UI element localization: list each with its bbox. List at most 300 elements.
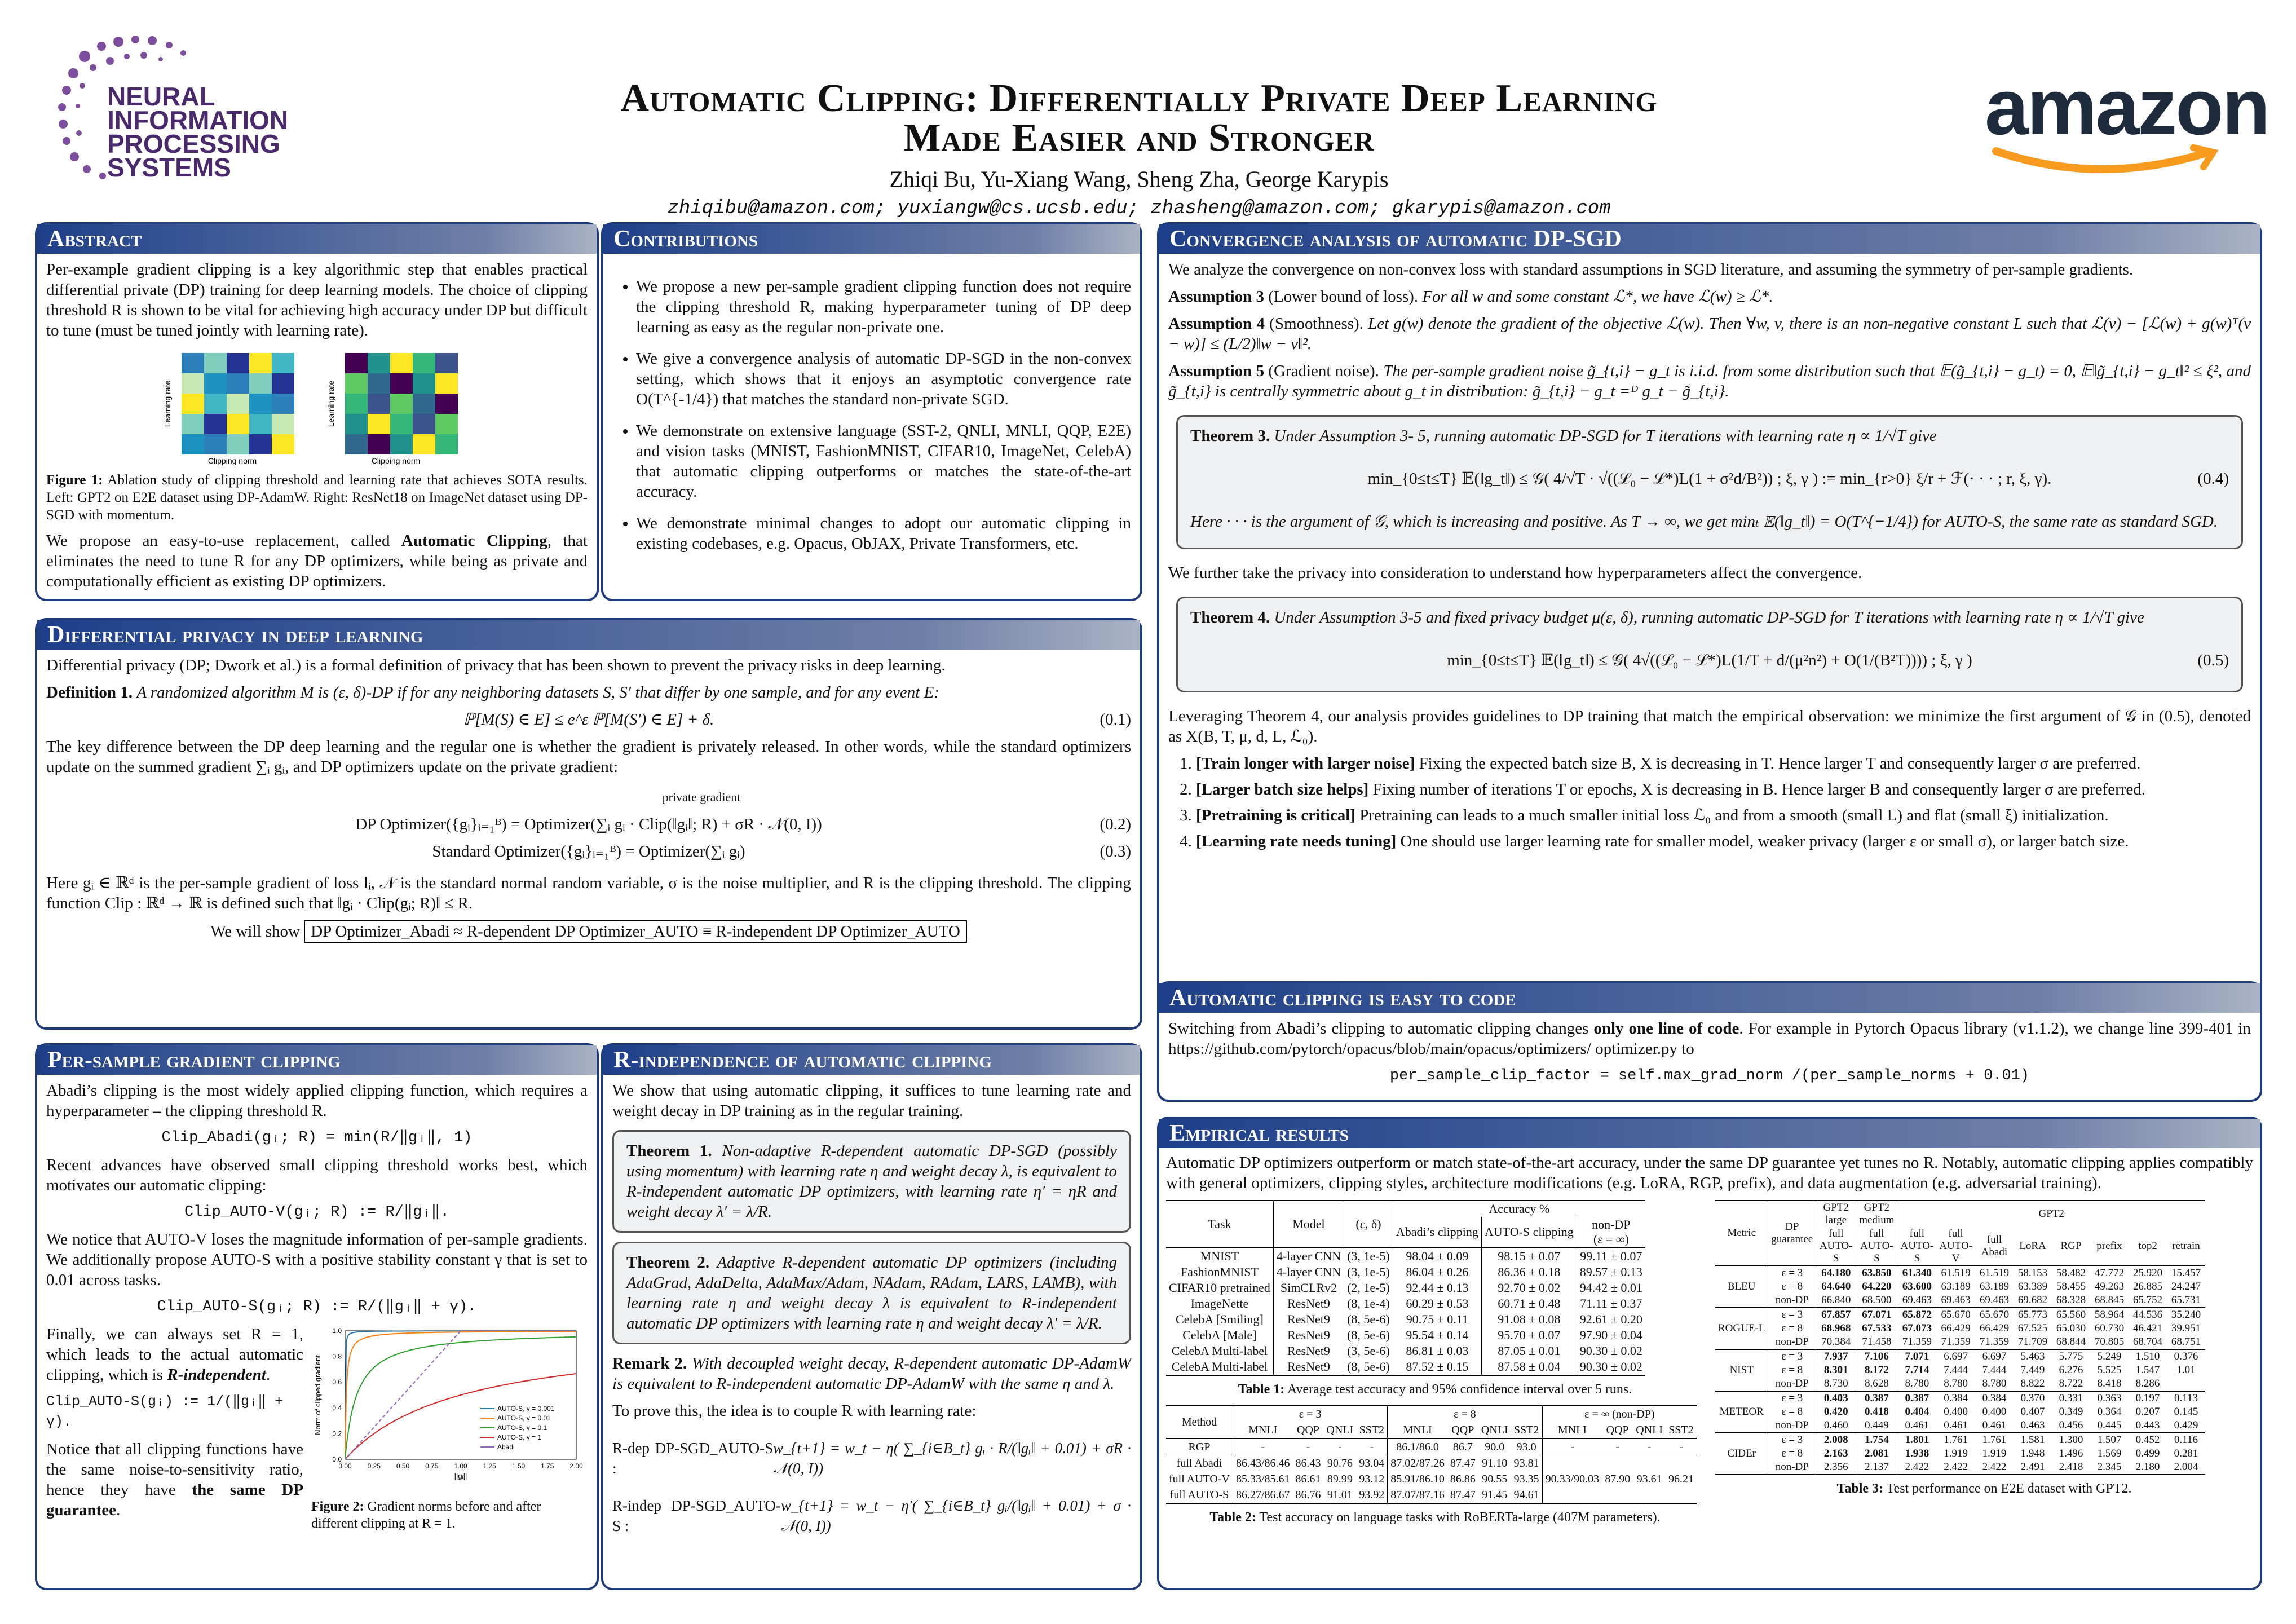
table-cell: 0.364 bbox=[2097, 1406, 2122, 1418]
heatmap-cell bbox=[272, 414, 294, 434]
table-cell: 65.731 bbox=[2171, 1294, 2201, 1306]
table-cell: 0.387 bbox=[1856, 1391, 1897, 1405]
guideline-item: 4. [Learning rate needs tuning] One should use larger learning rate for smaller model, weaker privacy (larger ε or small σ), or larger batch size. bbox=[1180, 832, 2129, 850]
table-row bbox=[1715, 1349, 2205, 1363]
table-cell: 8.730 bbox=[1816, 1377, 1856, 1391]
table-cell: 86.76 bbox=[1295, 1489, 1321, 1501]
table-cell: full AUTO-V bbox=[1166, 1471, 1233, 1487]
conv-intro: We analyze the convergence on non-convex loss with standard assumptions in SGD literature, and assuming the symmetry of per-sample gradients. bbox=[1168, 261, 2134, 279]
x-tick-label: 0.75 bbox=[425, 1462, 439, 1470]
table-cell: ε = 8 bbox=[1768, 1322, 1816, 1335]
table-cell: 0.400 bbox=[1944, 1406, 1968, 1418]
t2-subheader: MNLI bbox=[1557, 1424, 1587, 1436]
table-cell: 0.384 bbox=[1944, 1392, 1968, 1404]
table-cell: 8.418 bbox=[2097, 1378, 2122, 1389]
assumption-5: Assumption 5 (Gradient noise). The per-sample gradient noise g̃_{t,i} − g_t is i.i.d. from some distribution such that 𝔼(g̃_{t,i} − g_t) = 0, 𝔼‖g̃_{t,i} − g_t‖² ≤ ξ², and g̃_{t,i} is centrally symmetric about g_t in distribution: g̃_{t,i} − g_t =ᴰ g_t − g̃_{t,i}. bbox=[1168, 362, 2251, 400]
abstract-title: Abstract bbox=[37, 224, 597, 254]
table-cell: 8.172 bbox=[1856, 1363, 1897, 1377]
table-cell: full Abadi bbox=[1166, 1455, 1233, 1472]
y-tick-label: 0.4 bbox=[332, 1404, 342, 1412]
table-cell: 5.249 bbox=[2097, 1351, 2122, 1362]
table-2-caption: Table 2: Test accuracy on language tasks with RoBERTa-large (407M parameters). bbox=[1209, 1510, 1661, 1525]
table-cell: 86.27/86.67 bbox=[1235, 1489, 1290, 1501]
table-cell: 91.08 ± 0.08 bbox=[1481, 1312, 1577, 1327]
table-row bbox=[1715, 1460, 2205, 1475]
table-cell: (8, 5e-6) bbox=[1344, 1312, 1393, 1327]
table-cell: 90.55 bbox=[1482, 1473, 1508, 1485]
y-tick-label: 1.0 bbox=[332, 1327, 342, 1335]
table-cell: 0.145 bbox=[2174, 1406, 2198, 1418]
t3-header: Metric bbox=[1715, 1201, 1768, 1266]
table-cell: 46.421 bbox=[2132, 1322, 2163, 1334]
table-cell: 6.697 bbox=[1944, 1351, 1968, 1362]
table-cell: 96.21 bbox=[1668, 1473, 1694, 1485]
table-cell: 87.58 ± 0.04 bbox=[1481, 1359, 1577, 1375]
dp-panel bbox=[35, 618, 1142, 1030]
contributions-title: Contributions bbox=[603, 224, 1140, 254]
table-cell: 1.569 bbox=[2097, 1448, 2122, 1459]
table-row bbox=[1166, 1312, 1645, 1327]
table-cell: 2.137 bbox=[1856, 1460, 1897, 1475]
metric-cell: BLEU bbox=[1715, 1266, 1768, 1308]
table-cell: 0.207 bbox=[2135, 1406, 2160, 1418]
t1-header: Accuracy % bbox=[1489, 1202, 1550, 1216]
table-cell: 66.429 bbox=[1979, 1322, 2010, 1334]
table-cell: 0.376 bbox=[2174, 1351, 2198, 1362]
table-cell: 86.7 bbox=[1452, 1441, 1473, 1453]
table-cell: 2.418 bbox=[2059, 1461, 2083, 1473]
table-cell: 93.35 bbox=[1511, 1471, 1543, 1487]
heatmap-cell bbox=[272, 394, 294, 414]
table-cell: 0.461 bbox=[1982, 1419, 2007, 1431]
theorem-4: Theorem 4. Under Assumption 3-5 and fixed privacy budget μ(ε, δ), running automatic DP-SGD for T iterations with learning rate η ∝ 1/√T give min_{0≤t≤T} 𝔼(‖g_t‖) ≤ 𝒢( 4√((ℒ₀ − ℒ*)L(1/T + d/(μ²n²) + O(1/(B²T)))) ; ξ, γ ) (0.5) bbox=[1176, 597, 2243, 692]
guideline-item: 1. [Train longer with larger noise] Fixing the expected batch size B, X is decreasing in T. Hence larger T and consequently larger σ are preferred. bbox=[1180, 754, 2141, 773]
table-cell: 91.01 bbox=[1327, 1489, 1353, 1501]
t1-header: AUTO-S clipping bbox=[1481, 1217, 1577, 1248]
table-cell: non-DP bbox=[1768, 1294, 1816, 1308]
table-cell: 7.071 bbox=[1905, 1351, 1929, 1362]
table-cell: 69.463 bbox=[1941, 1294, 1971, 1306]
table-cell: ε = 8 bbox=[1768, 1405, 1816, 1419]
table-cell: 71.458 bbox=[1856, 1335, 1897, 1349]
heatmap-cell bbox=[345, 353, 368, 373]
heatmap-cell bbox=[182, 353, 204, 373]
table-cell: 66.840 bbox=[1816, 1294, 1856, 1308]
code-line: per_sample_clip_factor = self.max_grad_norm /(per_sample_norms + 0.01) bbox=[1389, 1067, 2030, 1084]
table-row bbox=[1715, 1308, 2205, 1322]
rind-couple-text: To prove this, the idea is to couple R with learning rate: bbox=[612, 1402, 977, 1420]
table-cell: 7.449 bbox=[2020, 1364, 2045, 1376]
table-cell: 0.370 bbox=[2020, 1392, 2045, 1404]
table-cell: 0.363 bbox=[2097, 1392, 2122, 1404]
table-cell: ResNet9 bbox=[1273, 1327, 1344, 1343]
table-cell: 93.0 bbox=[1511, 1438, 1543, 1455]
t3-header: GPT2 bbox=[2038, 1208, 2064, 1220]
heatmap-cell bbox=[413, 434, 435, 454]
heatmap-cell bbox=[368, 353, 390, 373]
table-cell: - bbox=[1356, 1438, 1388, 1455]
table-1 bbox=[1166, 1200, 1645, 1376]
table-cell: 93.04 bbox=[1356, 1455, 1388, 1472]
table-cell: 90.75 ± 0.11 bbox=[1393, 1312, 1481, 1327]
legend-entry: AUTO-S, γ = 1 bbox=[497, 1433, 542, 1441]
table-cell: 94.42 ± 0.01 bbox=[1579, 1281, 1642, 1295]
heatmap-cell bbox=[249, 414, 272, 434]
table-row bbox=[1715, 1447, 2205, 1460]
contribution-item: • We give a convergence analysis of automatic DP-SGD in the non-convex setting, which shows that it enjoys an asymptotic convergence rate O(T^{-1/4}) that matches the standard non-private SGD. bbox=[636, 348, 1131, 409]
theorem-3: Theorem 3. Under Assumption 3- 5, running automatic DP-SGD for T iterations with learning rate η ∝ 1/√T give min_{0≤t≤T} 𝔼(‖g_t‖) ≤ 𝒢( 4/√T · √((ℒ₀ − ℒ*)L(1 + σ²d/B²)) ; ξ, γ ) := min_{r>0} ξ/r + ℱ(· · · ; r, ξ, γ). (0.4) Here · · · is the argument of 𝒢, which is increasing and positive. As T → ∞, we get minₜ 𝔼(‖g_t‖) = O(T^{−1/4}) for AUTO-S, the same rate as standard SGD. bbox=[1176, 415, 2243, 549]
t1-header: Task bbox=[1166, 1201, 1273, 1248]
table-cell: CIFAR10 pretrained bbox=[1166, 1280, 1273, 1296]
table-cell: non-DP bbox=[1768, 1335, 1816, 1349]
table-cell: 61.340 bbox=[1902, 1267, 1932, 1279]
table-cell: 8.780 bbox=[1944, 1378, 1968, 1389]
table-cell: 0.429 bbox=[2174, 1419, 2198, 1431]
t3-subheader: RGP bbox=[2060, 1240, 2082, 1252]
code-title: Automatic clipping is easy to code bbox=[1159, 983, 2260, 1013]
table-cell: 0.463 bbox=[2020, 1419, 2045, 1431]
table-row bbox=[1715, 1335, 2205, 1349]
table-cell: 5.775 bbox=[2059, 1351, 2083, 1362]
x-tick-label: 0.00 bbox=[338, 1462, 352, 1470]
table-cell: 65.752 bbox=[2132, 1294, 2163, 1306]
table-row bbox=[1166, 1327, 1645, 1343]
table-cell: - bbox=[1679, 1441, 1683, 1453]
figure-1-caption: Figure 1: Ablation study of clipping threshold and learning rate that achieves SOTA results. Left: GPT2 on E2E dataset using DP-AdamW. Right: ResNet18 on ImageNet dataset using DP-SGD with momentum. bbox=[46, 473, 588, 523]
x-tick-label: 2.00 bbox=[569, 1462, 583, 1470]
table-cell: 15.457 bbox=[2171, 1267, 2201, 1279]
table-cell: 89.99 bbox=[1327, 1473, 1353, 1485]
table-cell: 5.525 bbox=[2097, 1364, 2122, 1376]
amazon-logo bbox=[1985, 63, 2269, 169]
heatmap-left-xlabel: Clipping norm bbox=[207, 456, 257, 465]
table-cell: 7.937 bbox=[1816, 1349, 1856, 1363]
table-cell: 86.61 bbox=[1295, 1473, 1321, 1485]
table-cell: 58.482 bbox=[2056, 1267, 2086, 1279]
legend-entry: Abadi bbox=[497, 1443, 515, 1451]
table-cell: 0.452 bbox=[2135, 1434, 2160, 1446]
dp-intro: Differential privacy (DP; Dwork et al.) is a formal definition of privacy that has been shown to prevent the privacy risks in deep learning. bbox=[46, 656, 946, 674]
t3-header: GPT2 medium bbox=[1856, 1201, 1897, 1227]
t3-header: DP guarantee bbox=[1768, 1201, 1816, 1266]
table-cell: non-DP bbox=[1768, 1419, 1816, 1433]
heatmap-cell bbox=[390, 373, 413, 394]
table-cell: 71.359 bbox=[1902, 1336, 1932, 1348]
table-cell: 8.780 bbox=[1982, 1378, 2007, 1389]
table-cell: 2.422 bbox=[1905, 1461, 1929, 1473]
table-cell: 69.463 bbox=[1979, 1294, 2010, 1306]
table-cell: 1.761 bbox=[1982, 1434, 2007, 1446]
heatmap-right bbox=[328, 347, 469, 466]
table-cell: 68.845 bbox=[2094, 1294, 2125, 1306]
table-3 bbox=[1715, 1200, 2205, 1475]
table-cell: full AUTO-S bbox=[1166, 1487, 1233, 1503]
heatmap-cell bbox=[249, 353, 272, 373]
table-cell: 64.220 bbox=[1856, 1280, 1897, 1294]
table-cell: 0.384 bbox=[1982, 1392, 2007, 1404]
table-cell: 64.180 bbox=[1816, 1266, 1856, 1280]
table-cell: 1.01 bbox=[2176, 1364, 2196, 1376]
heatmap-cell bbox=[413, 373, 435, 394]
table-cell: 69.682 bbox=[2017, 1294, 2048, 1306]
table-cell: 60.730 bbox=[2094, 1322, 2125, 1334]
table-cell: (8, 1e-4) bbox=[1344, 1296, 1393, 1312]
table-cell: 63.189 bbox=[1979, 1281, 2010, 1292]
table-cell: 0.116 bbox=[2174, 1434, 2198, 1446]
heatmap-right-ylabel: Learning rate bbox=[326, 380, 335, 427]
table-cell: 68.751 bbox=[2171, 1336, 2201, 1348]
y-tick-label: 0.2 bbox=[332, 1429, 342, 1438]
table-cell: 86.43/86.46 bbox=[1235, 1457, 1290, 1469]
clip-auto-v-eq: Clip_AUTO-V(gᵢ; R) := R/‖gᵢ‖. bbox=[184, 1204, 449, 1221]
table-cell: 71.359 bbox=[1941, 1336, 1971, 1348]
table-cell: 66.429 bbox=[1941, 1322, 1971, 1334]
t2-subheader: QNLI bbox=[1326, 1424, 1354, 1436]
table-cell: 65.030 bbox=[2056, 1322, 2086, 1334]
table-cell: 0.331 bbox=[2059, 1392, 2083, 1404]
table-cell: 63.389 bbox=[2017, 1281, 2048, 1292]
table-cell: 35.240 bbox=[2171, 1309, 2201, 1321]
table-cell: 60.71 ± 0.48 bbox=[1481, 1296, 1577, 1312]
heatmap-cell bbox=[272, 434, 294, 454]
x-tick-label: 0.50 bbox=[396, 1462, 410, 1470]
y-tick-label: 0.8 bbox=[332, 1352, 342, 1361]
convergence-panel bbox=[1157, 222, 2262, 1102]
table-cell: 61.519 bbox=[1941, 1267, 1971, 1279]
table-cell: 63.189 bbox=[1941, 1281, 1971, 1292]
table-cell: FashionMNIST bbox=[1166, 1264, 1273, 1280]
heatmap-cell bbox=[204, 373, 227, 394]
heatmap-cell bbox=[345, 434, 368, 454]
table-cell: 65.560 bbox=[2056, 1309, 2086, 1321]
table-cell: 87.90 bbox=[1605, 1473, 1631, 1485]
table-3-caption: Table 3: Test performance on E2E dataset with GPT2. bbox=[1836, 1481, 2132, 1496]
table-cell: 65.670 bbox=[1979, 1309, 2010, 1321]
table-cell: 0.197 bbox=[2135, 1392, 2160, 1404]
table-cell: 67.073 bbox=[1902, 1322, 1932, 1334]
empirical-text: Automatic DP optimizers outperform or match state-of-the-art accuracy, under the same DP guarantee yet tunes no R. Notably, automatic clipping applies compatibly with general optimizers, clipping styles, architecture modifications (e.g. LoRA, RGP, prefix), and data augmentation (e.g. adversarial training). bbox=[1166, 1154, 2253, 1192]
title-block bbox=[350, 79, 1928, 219]
table-cell: 0.420 bbox=[1816, 1405, 1856, 1419]
contribution-item: • We demonstrate on extensive language (SST-2, QNLI, MNLI, QQP, E2E) and vision tasks (MNIST, FashionMNIST, CIFAR10, ImageNet, CelebA) that automatic clipping outperforms or matches the state-of-the-art accuracy. bbox=[636, 421, 1131, 502]
heatmap-cell bbox=[182, 434, 204, 454]
table-2 bbox=[1166, 1405, 1697, 1504]
table-cell: ResNet9 bbox=[1273, 1296, 1344, 1312]
table-cell: 85.33/85.61 bbox=[1235, 1473, 1290, 1485]
guideline-item: 3. [Pretraining is critical] Pretraining can leads to a much smaller initial loss ℒ₀ and from a smooth (small L) and flat (small ξ) initialization. bbox=[1180, 806, 2109, 824]
t3-subheader: full AUTO-S bbox=[1900, 1228, 1934, 1264]
table-cell: 71.359 bbox=[1979, 1336, 2010, 1348]
assumption-3: Assumption 3 (Lower bound of loss). For all w and some constant ℒ*, we have ℒ(w) ≥ ℒ*. bbox=[1168, 288, 1773, 306]
heatmap-cell bbox=[249, 373, 272, 394]
figure-2 bbox=[311, 1324, 588, 1532]
table-cell: 58.964 bbox=[2094, 1309, 2125, 1321]
table-cell: 1.948 bbox=[2020, 1448, 2045, 1459]
equation-0-5: min_{0≤t≤T} 𝔼(‖g_t‖) ≤ 𝒢( 4√((ℒ₀ − ℒ*)L(1/T + d/(μ²n²) + O(1/(B²T)))) ; ξ, γ ) (0.5) bbox=[1447, 651, 2229, 669]
table-cell: 1.754 bbox=[1856, 1433, 1897, 1447]
table-cell: 8.286 bbox=[2135, 1378, 2160, 1389]
table-cell: CelebA [Male] bbox=[1166, 1327, 1273, 1343]
figure-1 bbox=[46, 347, 588, 466]
table-cell: CelebA Multi-label bbox=[1166, 1359, 1273, 1375]
figure-2-caption: Figure 2: Gradient norms before and after different clipping at R = 1. bbox=[311, 1499, 541, 1531]
table-cell: 2.004 bbox=[2174, 1461, 2198, 1473]
heatmap-cell bbox=[227, 353, 249, 373]
poster-title-line2: Made Easier and Stronger bbox=[903, 116, 1375, 160]
amazon-smile-icon bbox=[1985, 147, 2244, 180]
table-cell: 0.407 bbox=[2020, 1406, 2045, 1418]
table-cell: 0.281 bbox=[2174, 1448, 2198, 1459]
t3-subheader: prefix bbox=[2096, 1240, 2122, 1252]
table-cell: 69.463 bbox=[1902, 1294, 1932, 1306]
heatmap-cell bbox=[182, 414, 204, 434]
table-cell: 0.387 bbox=[1905, 1392, 1929, 1404]
t2-subheader: QQP bbox=[1297, 1424, 1320, 1436]
table-cell: 92.44 ± 0.13 bbox=[1393, 1280, 1481, 1296]
table-cell: 2.163 bbox=[1816, 1447, 1856, 1460]
heatmap-cell bbox=[204, 394, 227, 414]
table-cell: 0.400 bbox=[1982, 1406, 2007, 1418]
table-cell: 1.938 bbox=[1905, 1448, 1929, 1459]
table-row bbox=[1715, 1433, 2205, 1447]
table-cell: 95.70 ± 0.07 bbox=[1481, 1327, 1577, 1343]
table-cell: (2, 1e-5) bbox=[1344, 1280, 1393, 1296]
table-cell: 8.301 bbox=[1816, 1363, 1856, 1377]
table-cell: 0.456 bbox=[2059, 1419, 2083, 1431]
t1-header: (ε, δ) bbox=[1344, 1201, 1393, 1248]
table-cell: - bbox=[1570, 1441, 1574, 1453]
clip-auto-s-eq: Clip_AUTO-S(gᵢ; R) := R/(‖gᵢ‖ + γ). bbox=[157, 1299, 477, 1316]
metric-cell: METEOR bbox=[1715, 1391, 1768, 1433]
neurips-logo-text: NEURAL INFORMATION PROCESSING SYSTEMS bbox=[107, 82, 289, 182]
rind-intro: We show that using automatic clipping, it suffices to tune learning rate and weight decay in DP training as in the regular training. bbox=[612, 1082, 1131, 1120]
table-cell: 64.640 bbox=[1816, 1280, 1856, 1294]
psgc-title: Per-sample gradient clipping bbox=[37, 1045, 597, 1075]
heatmap-cell bbox=[413, 353, 435, 373]
heatmap-cell bbox=[204, 434, 227, 454]
heatmap-cell bbox=[204, 414, 227, 434]
equation-0-2: DP Optimizer({gᵢ}ᵢ₌₁ᴮ) = Optimizer(∑ᵢ gᵢ · Clip(‖gᵢ‖; R) + σR · 𝒩(0, I)) (0.2) bbox=[355, 815, 1131, 833]
table-row bbox=[1166, 1438, 1697, 1455]
t2-subheader: SST2 bbox=[1668, 1424, 1694, 1436]
authors: Zhiqi Bu, Yu-Xiang Wang, Sheng Zha, George Karypis bbox=[889, 166, 1389, 192]
guidelines-list bbox=[1168, 753, 2251, 851]
table-cell: 7.106 bbox=[1856, 1349, 1897, 1363]
heatmap-cell bbox=[435, 394, 458, 414]
equation-0-3: Standard Optimizer({gᵢ}ᵢ₌₁ᴮ) = Optimizer(∑ᵢ gᵢ) (0.3) bbox=[432, 842, 1131, 860]
poster-header bbox=[0, 0, 2296, 219]
table-cell: - bbox=[1261, 1441, 1265, 1453]
table-cell: 87.52 ± 0.15 bbox=[1393, 1359, 1481, 1375]
psgc-text-2: Recent advances have observed small clipping threshold works best, which motivates our automatic clipping: bbox=[46, 1156, 588, 1194]
abstract-text: Per-example gradient clipping is a key algorithmic step that enables practical differential private (DP) training for deep learning models. The choice of clipping threshold R is shown to be vital for achieving high accuracy under DP but difficult to tune (must be tuned jointly with learning rate). bbox=[46, 261, 588, 339]
legend-entry: AUTO-S, γ = 0.001 bbox=[497, 1405, 555, 1413]
table-cell: 0.445 bbox=[2097, 1419, 2122, 1431]
t2-subheader: QQP bbox=[1606, 1424, 1629, 1436]
table-cell: (3, 5e-6) bbox=[1344, 1343, 1393, 1359]
heatmap-left bbox=[165, 347, 306, 466]
table-cell: 1.510 bbox=[2135, 1351, 2160, 1362]
heatmap-cell bbox=[413, 414, 435, 434]
table-cell: 8.628 bbox=[1856, 1377, 1897, 1391]
heatmap-cell bbox=[368, 373, 390, 394]
contribution-item: • We demonstrate minimal changes to adopt our automatic clipping in existing codebases, e.g. Opacus, ObJAX, Private Transformers, etc. bbox=[636, 513, 1131, 554]
table-cell: - bbox=[1615, 1441, 1620, 1453]
table-row bbox=[1715, 1280, 2205, 1294]
table-cell: 70.384 bbox=[1816, 1335, 1856, 1349]
contribution-item: • We propose a new per-sample gradient clipping function does not require the clipping threshold R, making hyperparameter tuning of DP deep learning as easy as the regular non-private one. bbox=[636, 276, 1131, 337]
t2-subheader: MNLI bbox=[1248, 1424, 1278, 1436]
y-tick-label: 0.6 bbox=[332, 1378, 342, 1387]
table-cell: 87.47 bbox=[1450, 1457, 1476, 1469]
table-cell: 86.1/86.0 bbox=[1396, 1441, 1439, 1453]
table-cell: 63.850 bbox=[1856, 1266, 1897, 1280]
table-row bbox=[1166, 1343, 1645, 1359]
table-cell: 8.822 bbox=[2020, 1378, 2045, 1389]
heatmap-left-ylabel: Learning rate bbox=[163, 380, 172, 427]
x-tick-label: 1.25 bbox=[483, 1462, 496, 1470]
t1-header: non-DP (ε = ∞) bbox=[1592, 1217, 1631, 1246]
dp-difference-text: The key difference between the DP deep learning and the regular one is whether the gradient is privately released. In other words, while the standard optimizers update on the summed gradient ∑ᵢ gᵢ, and DP optimizers update on the private gradient: bbox=[46, 738, 1131, 776]
y-axis-label: Norm of clipped gradient bbox=[314, 1355, 322, 1435]
table-cell: 86.43 bbox=[1295, 1457, 1321, 1469]
t1-header: Model bbox=[1273, 1201, 1344, 1248]
table-cell: 0.418 bbox=[1856, 1405, 1897, 1419]
table-cell: 65.670 bbox=[1941, 1309, 1971, 1321]
table-cell: (8, 5e-6) bbox=[1344, 1359, 1393, 1375]
table-cell: 68.704 bbox=[2132, 1336, 2163, 1348]
table-cell: 4-layer CNN bbox=[1273, 1264, 1344, 1280]
definition-1: Definition 1. A randomized algorithm M is (ε, δ)-DP if for any neighboring datasets S, S′ that differ by one sample, and for any event E: bbox=[46, 683, 939, 701]
table-cell: 1.300 bbox=[2059, 1434, 2083, 1446]
will-show-statement: We will show DP Optimizer_Abadi ≈ R-dependent DP Optimizer_AUTO ≡ R-independent DP Optimizer_AUTO bbox=[46, 921, 1131, 942]
t1-header: Abadi’s clipping bbox=[1393, 1217, 1481, 1248]
table-cell: 0.461 bbox=[1905, 1419, 1929, 1431]
heatmap-cell bbox=[345, 394, 368, 414]
table-cell: ε = 3 bbox=[1768, 1391, 1816, 1405]
table-cell: 0.349 bbox=[2059, 1406, 2083, 1418]
table-cell: 91.10 bbox=[1482, 1457, 1508, 1469]
table-cell: 49.263 bbox=[2094, 1281, 2125, 1292]
heatmap-cell bbox=[413, 394, 435, 414]
table-row bbox=[1715, 1391, 2205, 1405]
table-cell: 93.92 bbox=[1356, 1487, 1388, 1503]
heatmap-cell bbox=[435, 373, 458, 394]
heatmap-cell bbox=[390, 353, 413, 373]
table-cell: 7.444 bbox=[1982, 1364, 2007, 1376]
table-cell: RGP bbox=[1166, 1438, 1233, 1455]
table-cell: 44.536 bbox=[2132, 1309, 2163, 1321]
equation-0-1: ℙ[M(S) ∈ E] ≤ e^ε ℙ[M(S′) ∈ E] + δ. (0.1) bbox=[463, 710, 1131, 729]
table-row bbox=[1715, 1266, 2205, 1280]
table-cell: 1.801 bbox=[1905, 1434, 1929, 1446]
legend-entry: AUTO-S, γ = 0.1 bbox=[497, 1424, 547, 1432]
table-cell: 67.533 bbox=[1856, 1322, 1897, 1335]
table-cell: ε = 8 bbox=[1768, 1447, 1816, 1460]
table-row bbox=[1715, 1363, 2205, 1377]
table-cell: 26.885 bbox=[2132, 1281, 2163, 1292]
table-cell: 63.600 bbox=[1902, 1281, 1932, 1292]
t3-subheader: full AUTO-S bbox=[1856, 1227, 1897, 1266]
table-cell: 87.47 bbox=[1450, 1489, 1476, 1501]
y-tick-label: 0.0 bbox=[332, 1455, 342, 1463]
x-tick-label: 0.25 bbox=[367, 1462, 381, 1470]
table-cell: non-DP bbox=[1768, 1377, 1816, 1391]
table-cell: - bbox=[1338, 1441, 1342, 1453]
table-cell: 94.61 bbox=[1511, 1487, 1543, 1503]
table-cell: 24.247 bbox=[2171, 1281, 2201, 1292]
table-row bbox=[1715, 1405, 2205, 1419]
